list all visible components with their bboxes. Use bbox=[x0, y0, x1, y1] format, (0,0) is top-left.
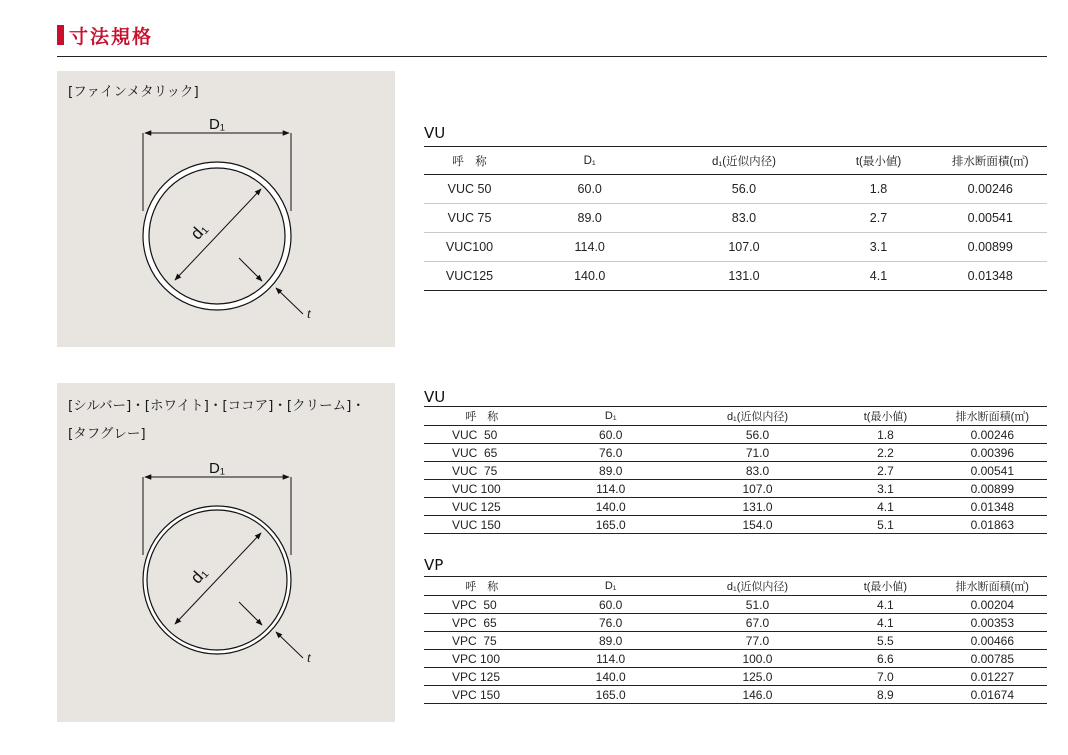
cell-nominal-size: VPC 75 bbox=[424, 632, 540, 650]
table-row bbox=[424, 596, 1047, 614]
cell-drain-area: 0.00246 bbox=[933, 175, 1047, 204]
cell-nominal-size: VUC125 bbox=[445, 269, 494, 283]
cell-inner-diameter: 131.0 bbox=[682, 498, 833, 516]
cell-thickness: 1.8 bbox=[824, 175, 934, 204]
cell-thickness: 7.0 bbox=[833, 668, 937, 686]
column-header-outer-diameter: D₁ bbox=[515, 147, 664, 175]
cell-nominal-size: VUC 150 bbox=[452, 517, 501, 532]
cell-inner-diameter: 77.0 bbox=[682, 632, 833, 650]
cell-thickness: 6.6 bbox=[833, 650, 937, 668]
cell-inner-diameter: 83.0 bbox=[682, 462, 833, 480]
spec-table-vu bbox=[424, 406, 1047, 534]
cell-nominal-size: VUC 50 bbox=[424, 175, 515, 204]
panel-label-line2: [タフグレー] bbox=[68, 426, 146, 442]
cell-inner-diameter: 71.0 bbox=[682, 444, 833, 462]
column-header-nominal-size: 呼 称 bbox=[424, 147, 515, 175]
cell-outer-diameter: 114.0 bbox=[515, 233, 664, 262]
title-accent-bar bbox=[57, 25, 64, 45]
cell-inner-diameter: 146.0 bbox=[742, 687, 773, 702]
cell-thickness: 3.1 bbox=[833, 480, 937, 498]
column-header-outer-diameter: D₁ bbox=[540, 407, 682, 426]
column-header-thickness: t(最小値) bbox=[833, 577, 937, 596]
table-row bbox=[424, 480, 1047, 498]
spec-table-vu-fine-metallic bbox=[424, 146, 1047, 291]
cell-outer-diameter: 140.0 bbox=[540, 668, 682, 686]
column-header-inner-diameter: d₁(近似内径) bbox=[664, 147, 823, 175]
diagram-panel-fine-metallic bbox=[57, 71, 395, 347]
page-header bbox=[57, 22, 1047, 57]
outer-diameter-label: D₁ bbox=[209, 119, 225, 133]
cell-outer-diameter: 60.0 bbox=[540, 596, 682, 614]
outer-diameter-label: D₁ bbox=[209, 463, 225, 477]
column-header-thickness: t(最小値) bbox=[833, 407, 937, 426]
cell-drain-area: 0.00541 bbox=[938, 462, 1047, 480]
cell-nominal-size: VUC 50 bbox=[424, 426, 540, 444]
thickness-label: t bbox=[307, 651, 311, 666]
cell-drain-area: 0.01348 bbox=[938, 498, 1047, 516]
cell-outer-diameter: 89.0 bbox=[540, 632, 682, 650]
table-row bbox=[424, 614, 1047, 632]
cell-drain-area: 0.00466 bbox=[938, 632, 1047, 650]
table-row bbox=[424, 686, 1047, 704]
table-row bbox=[424, 444, 1047, 462]
cell-drain-area: 0.01674 bbox=[970, 687, 1014, 702]
cell-inner-diameter: 83.0 bbox=[664, 204, 823, 233]
column-header-drain-area: 排水断面積(㎡) bbox=[933, 147, 1047, 175]
cell-outer-diameter: 76.0 bbox=[540, 444, 682, 462]
cell-outer-diameter: 76.0 bbox=[540, 614, 682, 632]
table-row bbox=[424, 204, 1047, 233]
cell-thickness: 1.8 bbox=[833, 426, 937, 444]
cell-outer-diameter: 165.0 bbox=[595, 687, 626, 702]
cell-thickness: 4.1 bbox=[833, 596, 937, 614]
section-label-vp: VP bbox=[424, 556, 444, 574]
cell-drain-area: 0.00353 bbox=[938, 614, 1047, 632]
cell-drain-area: 0.00899 bbox=[933, 233, 1047, 262]
table-row bbox=[424, 668, 1047, 686]
column-header-inner-diameter: d₁(近似内径) bbox=[682, 407, 833, 426]
cell-nominal-size: VPC 50 bbox=[424, 596, 540, 614]
table-row bbox=[424, 632, 1047, 650]
table-row bbox=[424, 462, 1047, 480]
diagram-panel-colors bbox=[57, 383, 395, 722]
column-header-drain-area: 排水断面積(㎡) bbox=[938, 407, 1047, 426]
cell-thickness: 4.1 bbox=[833, 498, 937, 516]
column-header-thickness: t(最小値) bbox=[824, 147, 934, 175]
table-row bbox=[424, 233, 1047, 262]
cell-outer-diameter: 140.0 bbox=[574, 269, 606, 283]
cell-thickness: 3.1 bbox=[824, 233, 934, 262]
pipe-cross-section-diagram bbox=[133, 463, 333, 673]
cell-drain-area: 0.01863 bbox=[970, 517, 1015, 532]
page-title: 寸法規格 bbox=[69, 26, 154, 48]
cell-inner-diameter: 67.0 bbox=[682, 614, 833, 632]
cell-nominal-size: VUC100 bbox=[424, 233, 515, 262]
table-row bbox=[424, 516, 1047, 534]
pipe-cross-section-diagram bbox=[133, 119, 333, 329]
column-header-nominal-size: 呼 称 bbox=[424, 407, 540, 426]
cell-nominal-size: VPC 100 bbox=[424, 650, 540, 668]
cell-drain-area: 0.00396 bbox=[938, 444, 1047, 462]
column-header-inner-diameter: d₁(近似内径) bbox=[682, 577, 833, 596]
table-row bbox=[424, 426, 1047, 444]
cell-nominal-size: VPC 125 bbox=[424, 668, 540, 686]
cell-outer-diameter: 60.0 bbox=[540, 426, 682, 444]
thickness-label: t bbox=[307, 307, 311, 322]
cell-nominal-size: VUC 75 bbox=[424, 462, 540, 480]
table-header-row bbox=[424, 147, 1047, 175]
cell-nominal-size: VPC 150 bbox=[452, 687, 501, 702]
cell-thickness: 2.2 bbox=[833, 444, 937, 462]
section-label-vu: VU bbox=[424, 124, 446, 142]
table-row bbox=[424, 650, 1047, 668]
cell-inner-diameter: 56.0 bbox=[682, 426, 833, 444]
cell-thickness: 8.9 bbox=[877, 687, 894, 702]
panel-label: [ファインメタリック] bbox=[68, 84, 199, 100]
table-header-row bbox=[424, 407, 1047, 426]
spec-table-vp bbox=[424, 576, 1047, 704]
section-label-vu: VU bbox=[424, 388, 446, 406]
inner-diameter-label: d₁ bbox=[186, 563, 212, 588]
panel-label-line1: [シルバー]・[ホワイト]・[ココア]・[クリーム]・ bbox=[68, 398, 365, 414]
cell-thickness: 2.7 bbox=[833, 462, 937, 480]
cell-inner-diameter: 154.0 bbox=[742, 517, 773, 532]
cell-drain-area: 0.01227 bbox=[938, 668, 1047, 686]
cell-inner-diameter: 56.0 bbox=[664, 175, 823, 204]
cell-drain-area: 0.00899 bbox=[938, 480, 1047, 498]
cell-thickness: 5.5 bbox=[833, 632, 937, 650]
table-row bbox=[424, 498, 1047, 516]
cell-thickness: 4.1 bbox=[869, 269, 888, 283]
cell-thickness: 4.1 bbox=[833, 614, 937, 632]
cell-drain-area: 0.00204 bbox=[938, 596, 1047, 614]
column-header-nominal-size: 呼 称 bbox=[424, 577, 540, 596]
cell-outer-diameter: 60.0 bbox=[515, 175, 664, 204]
table-header-row bbox=[424, 577, 1047, 596]
column-header-drain-area: 排水断面積(㎡) bbox=[938, 577, 1047, 596]
cell-drain-area: 0.00246 bbox=[938, 426, 1047, 444]
cell-inner-diameter: 125.0 bbox=[682, 668, 833, 686]
cell-thickness: 2.7 bbox=[824, 204, 934, 233]
cell-outer-diameter: 89.0 bbox=[515, 204, 664, 233]
inner-diameter-label: d₁ bbox=[186, 219, 212, 244]
cell-outer-diameter: 89.0 bbox=[540, 462, 682, 480]
cell-inner-diameter: 100.0 bbox=[682, 650, 833, 668]
cell-inner-diameter: 107.0 bbox=[682, 480, 833, 498]
cell-outer-diameter: 114.0 bbox=[540, 480, 682, 498]
cell-drain-area: 0.00785 bbox=[938, 650, 1047, 668]
cell-nominal-size: VUC 75 bbox=[424, 204, 515, 233]
cell-inner-diameter: 51.0 bbox=[682, 596, 833, 614]
cell-outer-diameter: 140.0 bbox=[540, 498, 682, 516]
cell-outer-diameter: 165.0 bbox=[595, 517, 626, 532]
cell-inner-diameter: 131.0 bbox=[728, 269, 760, 283]
cell-nominal-size: VPC 65 bbox=[424, 614, 540, 632]
cell-nominal-size: VUC 125 bbox=[424, 498, 540, 516]
cell-nominal-size: VUC 65 bbox=[424, 444, 540, 462]
table-row bbox=[424, 262, 1047, 291]
cell-nominal-size: VUC 100 bbox=[424, 480, 540, 498]
cell-thickness: 5.1 bbox=[877, 517, 894, 532]
column-header-outer-diameter: D₁ bbox=[540, 577, 682, 596]
cell-drain-area: 0.00541 bbox=[933, 204, 1047, 233]
cell-outer-diameter: 114.0 bbox=[540, 650, 682, 668]
cell-inner-diameter: 107.0 bbox=[664, 233, 823, 262]
table-row bbox=[424, 175, 1047, 204]
cell-drain-area: 0.01348 bbox=[967, 269, 1013, 283]
